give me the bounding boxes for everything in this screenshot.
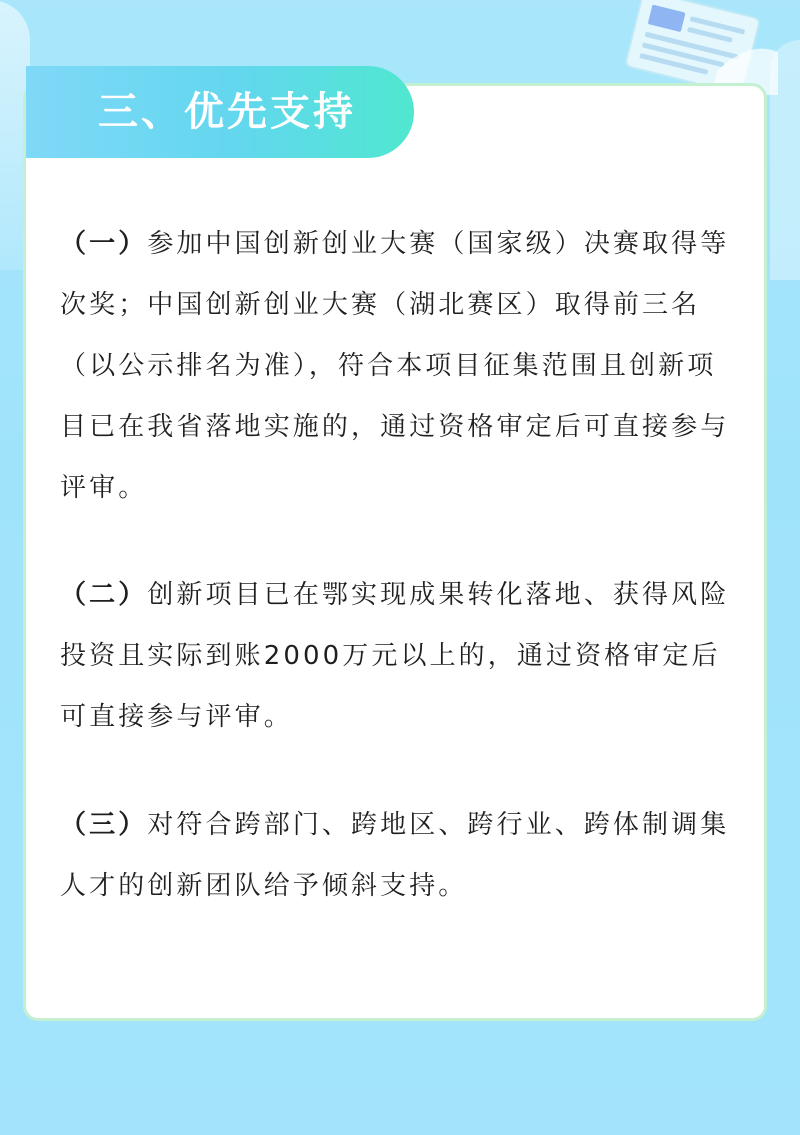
support-item-3-number: （三） (60, 810, 148, 840)
support-item-2-text: 创新项目已在鄂实现成果转化落地、获得风险投资且实际到账2000万元以上的，通过资格审定后可直接参与评审。 (60, 580, 730, 732)
support-item-3 (60, 795, 732, 917)
support-item-1-text: 参加中国创新创业大赛（国家级）决赛取得等次奖；中国创新创业大赛（湖北赛区）取得前三名（以公示排名为准），符合本项目征集范围且创新项目已在我省落地实施的，通过资格审定后可直接参与评审。 (60, 229, 730, 503)
support-item-3-text: 对符合跨部门、跨地区、跨行业、跨体制调集人才的创新团队给予倾斜支持。 (60, 810, 730, 901)
support-item-1-number: （一） (60, 229, 148, 259)
document-paper-icon (610, 0, 780, 95)
section-title: 三、优先支持 (98, 89, 356, 135)
support-item-2 (60, 565, 732, 748)
support-item-1 (60, 214, 732, 519)
support-item-2-number: （二） (60, 580, 148, 610)
